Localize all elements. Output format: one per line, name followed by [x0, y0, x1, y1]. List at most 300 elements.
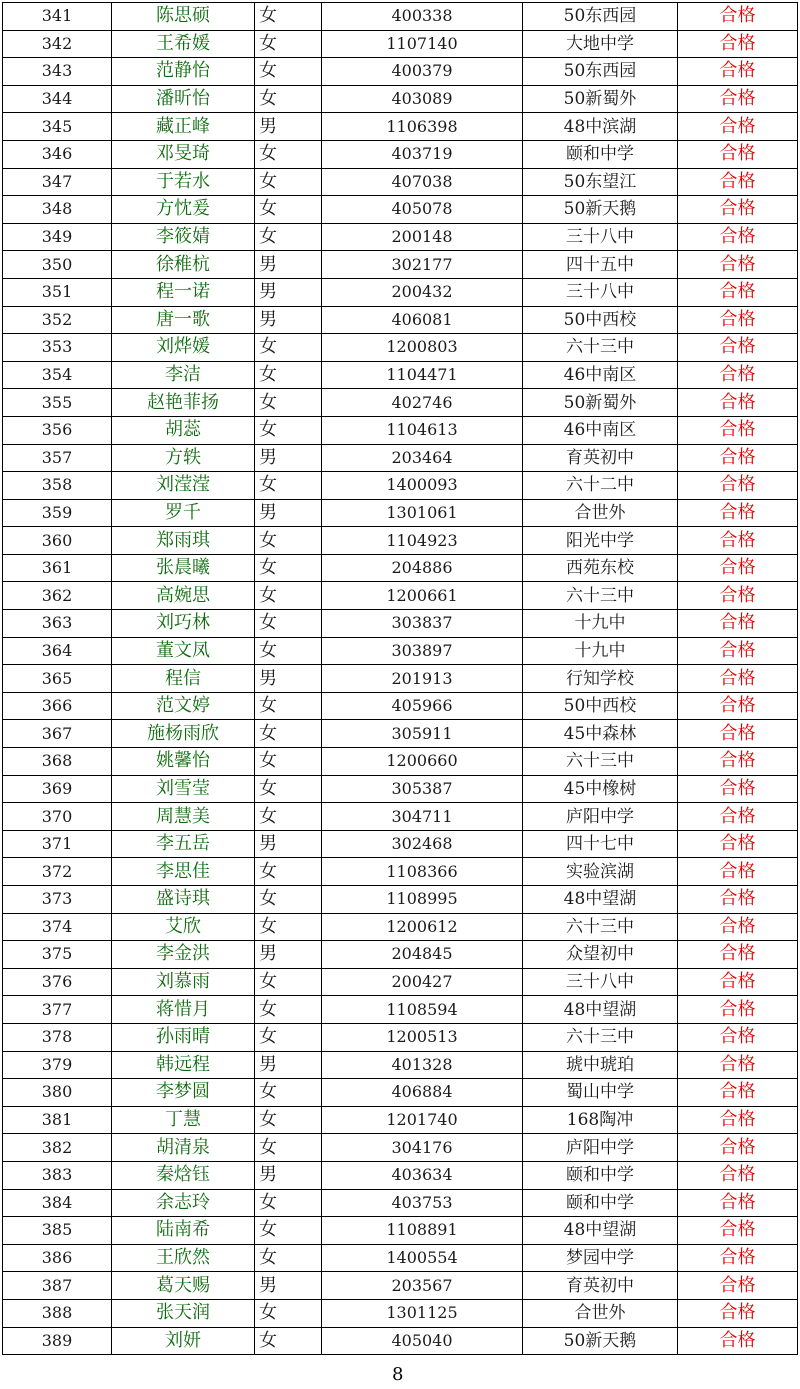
school-name: 行知学校: [523, 665, 678, 693]
gender: 女: [255, 1217, 322, 1245]
table-row: [3, 968, 798, 996]
gender: 女: [255, 58, 322, 86]
student-name: 胡清泉: [112, 1134, 255, 1162]
table-row: [3, 1051, 798, 1079]
student-id: 302177: [322, 251, 523, 279]
result-status: 合格: [678, 30, 798, 58]
row-number: 345: [3, 113, 112, 141]
student-name: 程信: [112, 665, 255, 693]
gender: 女: [255, 748, 322, 776]
result-status: 合格: [678, 1079, 798, 1107]
gender: 女: [255, 527, 322, 555]
table-row: [3, 1161, 798, 1189]
school-name: 50东望江: [523, 168, 678, 196]
student-name: 胡蕊: [112, 416, 255, 444]
table-row: [3, 803, 798, 831]
table-row: [3, 748, 798, 776]
table-row: [3, 1217, 798, 1245]
student-name: 罗千: [112, 499, 255, 527]
student-name: 程一诺: [112, 278, 255, 306]
result-status: 合格: [678, 803, 798, 831]
result-status: 合格: [678, 1161, 798, 1189]
gender: 女: [255, 334, 322, 362]
student-name: 蒋惜月: [112, 996, 255, 1024]
result-status: 合格: [678, 692, 798, 720]
table-row: [3, 196, 798, 224]
result-status: 合格: [678, 444, 798, 472]
student-id: 405040: [322, 1327, 523, 1355]
row-number: 372: [3, 858, 112, 886]
student-name: 徐稚杭: [112, 251, 255, 279]
school-name: 168陶冲: [523, 1106, 678, 1134]
gender: 女: [255, 168, 322, 196]
gender: 女: [255, 3, 322, 31]
gender: 男: [255, 306, 322, 334]
row-number: 374: [3, 913, 112, 941]
school-name: 六十二中: [523, 472, 678, 500]
table-row: [3, 416, 798, 444]
result-status: 合格: [678, 140, 798, 168]
student-id: 1200513: [322, 1023, 523, 1051]
gender: 女: [255, 886, 322, 914]
row-number: 379: [3, 1051, 112, 1079]
student-name: 刘烨媛: [112, 334, 255, 362]
student-id: 203464: [322, 444, 523, 472]
student-name: 董文凤: [112, 637, 255, 665]
school-name: 六十三中: [523, 582, 678, 610]
result-status: 合格: [678, 306, 798, 334]
student-name: 李筱婧: [112, 223, 255, 251]
gender: 男: [255, 444, 322, 472]
table-row: [3, 334, 798, 362]
school-name: 六十三中: [523, 913, 678, 941]
gender: 男: [255, 1051, 322, 1079]
student-name: 李思佳: [112, 858, 255, 886]
student-name: 陆南希: [112, 1217, 255, 1245]
table-row: [3, 665, 798, 693]
student-name: 王欣然: [112, 1244, 255, 1272]
table-row: [3, 582, 798, 610]
school-name: 50中西校: [523, 692, 678, 720]
student-id: 304176: [322, 1134, 523, 1162]
school-name: 琥中琥珀: [523, 1051, 678, 1079]
table-row: [3, 113, 798, 141]
student-name: 姚馨怡: [112, 748, 255, 776]
student-id: 400338: [322, 3, 523, 31]
student-id: 200432: [322, 278, 523, 306]
row-number: 373: [3, 886, 112, 914]
row-number: 370: [3, 803, 112, 831]
table-row: [3, 913, 798, 941]
student-name: 王希媛: [112, 30, 255, 58]
table-row: [3, 361, 798, 389]
school-name: 50新蜀外: [523, 389, 678, 417]
table-row: [3, 692, 798, 720]
result-status: 合格: [678, 1217, 798, 1245]
student-id: 407038: [322, 168, 523, 196]
table-row: [3, 941, 798, 969]
result-status: 合格: [678, 748, 798, 776]
result-status: 合格: [678, 886, 798, 914]
result-status: 合格: [678, 775, 798, 803]
gender: 男: [255, 830, 322, 858]
school-name: 十九中: [523, 610, 678, 638]
row-number: 365: [3, 665, 112, 693]
school-name: 育英初中: [523, 1272, 678, 1300]
school-name: 六十三中: [523, 1023, 678, 1051]
result-status: 合格: [678, 858, 798, 886]
gender: 女: [255, 996, 322, 1024]
gender: 男: [255, 113, 322, 141]
gender: 男: [255, 499, 322, 527]
student-name: 余志玲: [112, 1189, 255, 1217]
result-status: 合格: [678, 720, 798, 748]
result-status: 合格: [678, 3, 798, 31]
result-status: 合格: [678, 278, 798, 306]
table-row: [3, 554, 798, 582]
gender: 女: [255, 1106, 322, 1134]
student-name: 陈思硕: [112, 3, 255, 31]
gender: 男: [255, 251, 322, 279]
student-name: 丁慧: [112, 1106, 255, 1134]
student-name: 刘巧林: [112, 610, 255, 638]
table-row: [3, 444, 798, 472]
result-status: 合格: [678, 1051, 798, 1079]
row-number: 356: [3, 416, 112, 444]
gender: 女: [255, 775, 322, 803]
table-row: [3, 1079, 798, 1107]
row-number: 341: [3, 3, 112, 31]
result-status: 合格: [678, 1134, 798, 1162]
gender: 女: [255, 1299, 322, 1327]
student-id: 403089: [322, 85, 523, 113]
school-name: 六十三中: [523, 334, 678, 362]
student-id: 406081: [322, 306, 523, 334]
student-name: 秦焓钰: [112, 1161, 255, 1189]
gender: 女: [255, 1327, 322, 1355]
row-number: 354: [3, 361, 112, 389]
row-number: 368: [3, 748, 112, 776]
row-number: 363: [3, 610, 112, 638]
table-row: [3, 85, 798, 113]
student-id: 1108366: [322, 858, 523, 886]
student-id: 403753: [322, 1189, 523, 1217]
row-number: 362: [3, 582, 112, 610]
table-row: [3, 1272, 798, 1300]
student-name: 刘滢滢: [112, 472, 255, 500]
gender: 女: [255, 968, 322, 996]
table-row: [3, 306, 798, 334]
gender: 男: [255, 1272, 322, 1300]
student-name: 葛天赐: [112, 1272, 255, 1300]
student-name: 邓旻琦: [112, 140, 255, 168]
gender: 男: [255, 1161, 322, 1189]
row-number: 380: [3, 1079, 112, 1107]
student-name: 孙雨晴: [112, 1023, 255, 1051]
student-id: 305387: [322, 775, 523, 803]
school-name: 庐阳中学: [523, 803, 678, 831]
student-id: 1200660: [322, 748, 523, 776]
school-name: 三十八中: [523, 278, 678, 306]
student-name: 李金洪: [112, 941, 255, 969]
result-status: 合格: [678, 113, 798, 141]
school-name: 50中西校: [523, 306, 678, 334]
student-name: 高婉思: [112, 582, 255, 610]
gender: 女: [255, 416, 322, 444]
table-row: [3, 58, 798, 86]
row-number: 346: [3, 140, 112, 168]
result-status: 合格: [678, 830, 798, 858]
table-row: [3, 389, 798, 417]
result-status: 合格: [678, 499, 798, 527]
row-number: 371: [3, 830, 112, 858]
student-id: 1400093: [322, 472, 523, 500]
row-number: 343: [3, 58, 112, 86]
gender: 男: [255, 278, 322, 306]
gender: 女: [255, 803, 322, 831]
school-name: 蜀山中学: [523, 1079, 678, 1107]
table-row: [3, 499, 798, 527]
gender: 男: [255, 941, 322, 969]
school-name: 实验滨湖: [523, 858, 678, 886]
student-id: 203567: [322, 1272, 523, 1300]
school-name: 众望初中: [523, 941, 678, 969]
table-row: [3, 527, 798, 555]
row-number: 388: [3, 1299, 112, 1327]
table-row: [3, 30, 798, 58]
table-row: [3, 1327, 798, 1355]
result-status: 合格: [678, 361, 798, 389]
table-row: [3, 886, 798, 914]
result-status: 合格: [678, 996, 798, 1024]
student-id: 1104923: [322, 527, 523, 555]
row-number: 351: [3, 278, 112, 306]
result-status: 合格: [678, 416, 798, 444]
school-name: 48中望湖: [523, 1217, 678, 1245]
row-number: 352: [3, 306, 112, 334]
student-name: 张天润: [112, 1299, 255, 1327]
result-status: 合格: [678, 637, 798, 665]
row-number: 357: [3, 444, 112, 472]
student-id: 1108891: [322, 1217, 523, 1245]
row-number: 382: [3, 1134, 112, 1162]
row-number: 367: [3, 720, 112, 748]
student-id: 1104471: [322, 361, 523, 389]
result-status: 合格: [678, 968, 798, 996]
table-row: [3, 140, 798, 168]
school-name: 阳光中学: [523, 527, 678, 555]
student-name: 李洁: [112, 361, 255, 389]
gender: 女: [255, 554, 322, 582]
gender: 女: [255, 389, 322, 417]
results-table-body: [3, 3, 798, 1355]
student-name: 范静怡: [112, 58, 255, 86]
result-status: 合格: [678, 582, 798, 610]
school-name: 50东西园: [523, 58, 678, 86]
row-number: 384: [3, 1189, 112, 1217]
student-id: 204845: [322, 941, 523, 969]
school-name: 四十五中: [523, 251, 678, 279]
gender: 女: [255, 223, 322, 251]
student-id: 1301125: [322, 1299, 523, 1327]
row-number: 353: [3, 334, 112, 362]
result-status: 合格: [678, 472, 798, 500]
school-name: 四十七中: [523, 830, 678, 858]
gender: 女: [255, 610, 322, 638]
student-id: 1201740: [322, 1106, 523, 1134]
school-name: 六十三中: [523, 748, 678, 776]
row-number: 386: [3, 1244, 112, 1272]
row-number: 389: [3, 1327, 112, 1355]
school-name: 合世外: [523, 499, 678, 527]
table-row: [3, 1023, 798, 1051]
school-name: 合世外: [523, 1299, 678, 1327]
student-id: 1200803: [322, 334, 523, 362]
student-id: 201913: [322, 665, 523, 693]
student-name: 唐一歌: [112, 306, 255, 334]
row-number: 349: [3, 223, 112, 251]
table-row: [3, 3, 798, 31]
row-number: 350: [3, 251, 112, 279]
school-name: 颐和中学: [523, 1189, 678, 1217]
result-status: 合格: [678, 389, 798, 417]
result-status: 合格: [678, 1299, 798, 1327]
table-row: [3, 1134, 798, 1162]
gender: 女: [255, 1134, 322, 1162]
result-status: 合格: [678, 334, 798, 362]
gender: 女: [255, 472, 322, 500]
table-row: [3, 168, 798, 196]
gender: 女: [255, 361, 322, 389]
result-status: 合格: [678, 1327, 798, 1355]
result-status: 合格: [678, 223, 798, 251]
gender: 女: [255, 196, 322, 224]
student-id: 303897: [322, 637, 523, 665]
school-name: 颐和中学: [523, 140, 678, 168]
student-id: 401328: [322, 1051, 523, 1079]
row-number: 383: [3, 1161, 112, 1189]
row-number: 378: [3, 1023, 112, 1051]
student-name: 施杨雨欣: [112, 720, 255, 748]
school-name: 西苑东校: [523, 554, 678, 582]
student-name: 李梦圆: [112, 1079, 255, 1107]
student-name: 方忱爰: [112, 196, 255, 224]
student-id: 405078: [322, 196, 523, 224]
student-name: 刘雪莹: [112, 775, 255, 803]
result-status: 合格: [678, 1244, 798, 1272]
student-name: 李五岳: [112, 830, 255, 858]
result-status: 合格: [678, 610, 798, 638]
table-row: [3, 637, 798, 665]
student-name: 方轶: [112, 444, 255, 472]
results-table: [2, 2, 798, 1355]
student-id: 200427: [322, 968, 523, 996]
result-status: 合格: [678, 665, 798, 693]
row-number: 361: [3, 554, 112, 582]
result-status: 合格: [678, 1189, 798, 1217]
student-id: 1400554: [322, 1244, 523, 1272]
row-number: 385: [3, 1217, 112, 1245]
student-name: 刘慕雨: [112, 968, 255, 996]
table-row: [3, 996, 798, 1024]
student-id: 304711: [322, 803, 523, 831]
student-name: 盛诗琪: [112, 886, 255, 914]
table-row: [3, 223, 798, 251]
school-name: 三十八中: [523, 968, 678, 996]
student-name: 刘妍: [112, 1327, 255, 1355]
result-status: 合格: [678, 941, 798, 969]
table-row: [3, 472, 798, 500]
table-row: [3, 1189, 798, 1217]
school-name: 50东西园: [523, 3, 678, 31]
row-number: 344: [3, 85, 112, 113]
school-name: 48中望湖: [523, 996, 678, 1024]
school-name: 45中森林: [523, 720, 678, 748]
school-name: 三十八中: [523, 223, 678, 251]
student-name: 郑雨琪: [112, 527, 255, 555]
student-name: 范文婷: [112, 692, 255, 720]
gender: 男: [255, 665, 322, 693]
school-name: 46中南区: [523, 361, 678, 389]
school-name: 十九中: [523, 637, 678, 665]
student-name: 于若水: [112, 168, 255, 196]
student-name: 张晨曦: [112, 554, 255, 582]
student-name: 艾欣: [112, 913, 255, 941]
row-number: 366: [3, 692, 112, 720]
gender: 女: [255, 858, 322, 886]
page-number: 8: [392, 1364, 404, 1385]
table-row: [3, 610, 798, 638]
result-status: 合格: [678, 554, 798, 582]
gender: 女: [255, 85, 322, 113]
result-status: 合格: [678, 58, 798, 86]
student-id: 200148: [322, 223, 523, 251]
gender: 女: [255, 30, 322, 58]
student-id: 400379: [322, 58, 523, 86]
row-number: 387: [3, 1272, 112, 1300]
student-id: 403634: [322, 1161, 523, 1189]
table-row: [3, 775, 798, 803]
gender: 女: [255, 720, 322, 748]
gender: 女: [255, 1023, 322, 1051]
table-row: [3, 1299, 798, 1327]
result-status: 合格: [678, 196, 798, 224]
student-id: 1108995: [322, 886, 523, 914]
school-name: 育英初中: [523, 444, 678, 472]
result-status: 合格: [678, 1106, 798, 1134]
school-name: 颐和中学: [523, 1161, 678, 1189]
table-row: [3, 858, 798, 886]
table-row: [3, 251, 798, 279]
gender: 女: [255, 692, 322, 720]
student-id: 302468: [322, 830, 523, 858]
row-number: 376: [3, 968, 112, 996]
student-id: 406884: [322, 1079, 523, 1107]
student-id: 402746: [322, 389, 523, 417]
table-row: [3, 1106, 798, 1134]
row-number: 377: [3, 996, 112, 1024]
student-id: 1301061: [322, 499, 523, 527]
row-number: 358: [3, 472, 112, 500]
result-status: 合格: [678, 251, 798, 279]
result-status: 合格: [678, 1023, 798, 1051]
row-number: 364: [3, 637, 112, 665]
school-name: 大地中学: [523, 30, 678, 58]
row-number: 359: [3, 499, 112, 527]
row-number: 348: [3, 196, 112, 224]
school-name: 48中望湖: [523, 886, 678, 914]
table-row: [3, 830, 798, 858]
